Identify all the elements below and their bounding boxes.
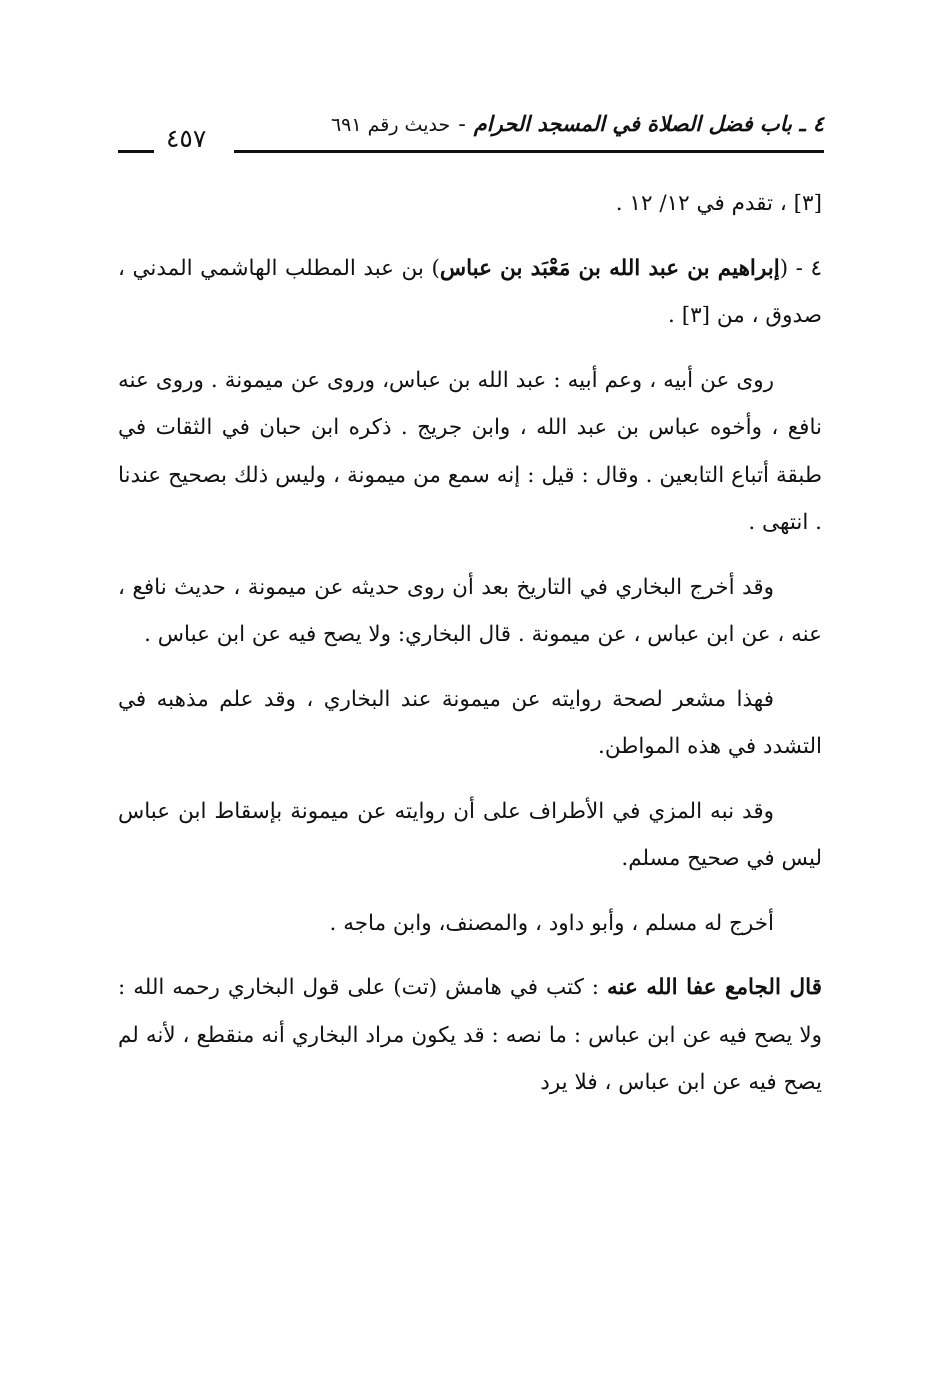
narrator-name: إبراهيم بن عبد الله بن مَعْبَد بن عباس [439,255,780,281]
header-separator: - [458,112,466,136]
paragraph-mizzi-note: وقد نبه المزي في الأطراف على أن روايته عن ميمونة بإسقاط ابن عباس ليس في صحيح مسلم. [118,798,822,871]
paragraph-collections: أخرج له مسلم ، وأبو داود ، والمصنف، وابن ماجه . [329,910,774,936]
paragraph-narrator-entry [118,245,822,340]
page-body [118,180,822,1124]
narrator-details: ) بن عبد المطلب الهاشمي المدني ، صدوق ، من [٣] . [118,255,822,328]
page-header [118,112,824,160]
hadith-reference: حديث رقم ٦٩١ [330,114,451,136]
header-rule [234,150,824,153]
chapter-title-text: ٤ ـ باب فضل الصلاة في المسجد الحرام [473,112,824,136]
paragraph-compiler-note [118,964,822,1107]
page-number-rule [118,150,154,153]
compiler-label: قال الجامع عفا الله عنه [606,975,822,1000]
page-number: ٤٥٧ [166,124,207,153]
paragraph-narrations: روى عن أبيه ، وعم أبيه : عبد الله بن عباس، وروى عن ميمونة . وروى عنه نافع ، وأخوه عباس بن عبد الله ، وابن جريج . ذكره ابن حبان في الثقات في طبقة أتباع التابعين . وقال : قيل : إنه سمع من ميمونة ، وليس ذلك بصحيح عندنا . انتهى . [118,367,822,535]
paragraph-cross-reference: [٣] ، تقدم في ١٢/ ١٢ . [615,191,822,216]
paragraph-bukhari-tarikh: وقد أخرج البخاري في التاريخ بعد أن روى حديثه عن ميمونة ، حديث نافع ، عنه ، عن ابن عباس ، عن ميمونة . قال البخاري: ولا يصح فيه عن ابن عباس . [118,574,822,647]
compiler-note-text: : كتب في هامش (تت) على قول البخاري رحمه الله : ولا يصح فيه عن ابن عباس : ما نصه : قد يكون مراد البخاري أنه منقطع ، لأنه لم يصح فيه عن ابن عباس ، فلا يرد [118,975,822,1095]
chapter-title [331,112,824,136]
narrator-number: ٤ - ( [779,255,822,281]
paragraph-bukhari-view: فهذا مشعر لصحة روايته عن ميمونة عند البخاري ، وقد علم مذهبه في التشدد في هذه المواطن. [118,686,822,759]
